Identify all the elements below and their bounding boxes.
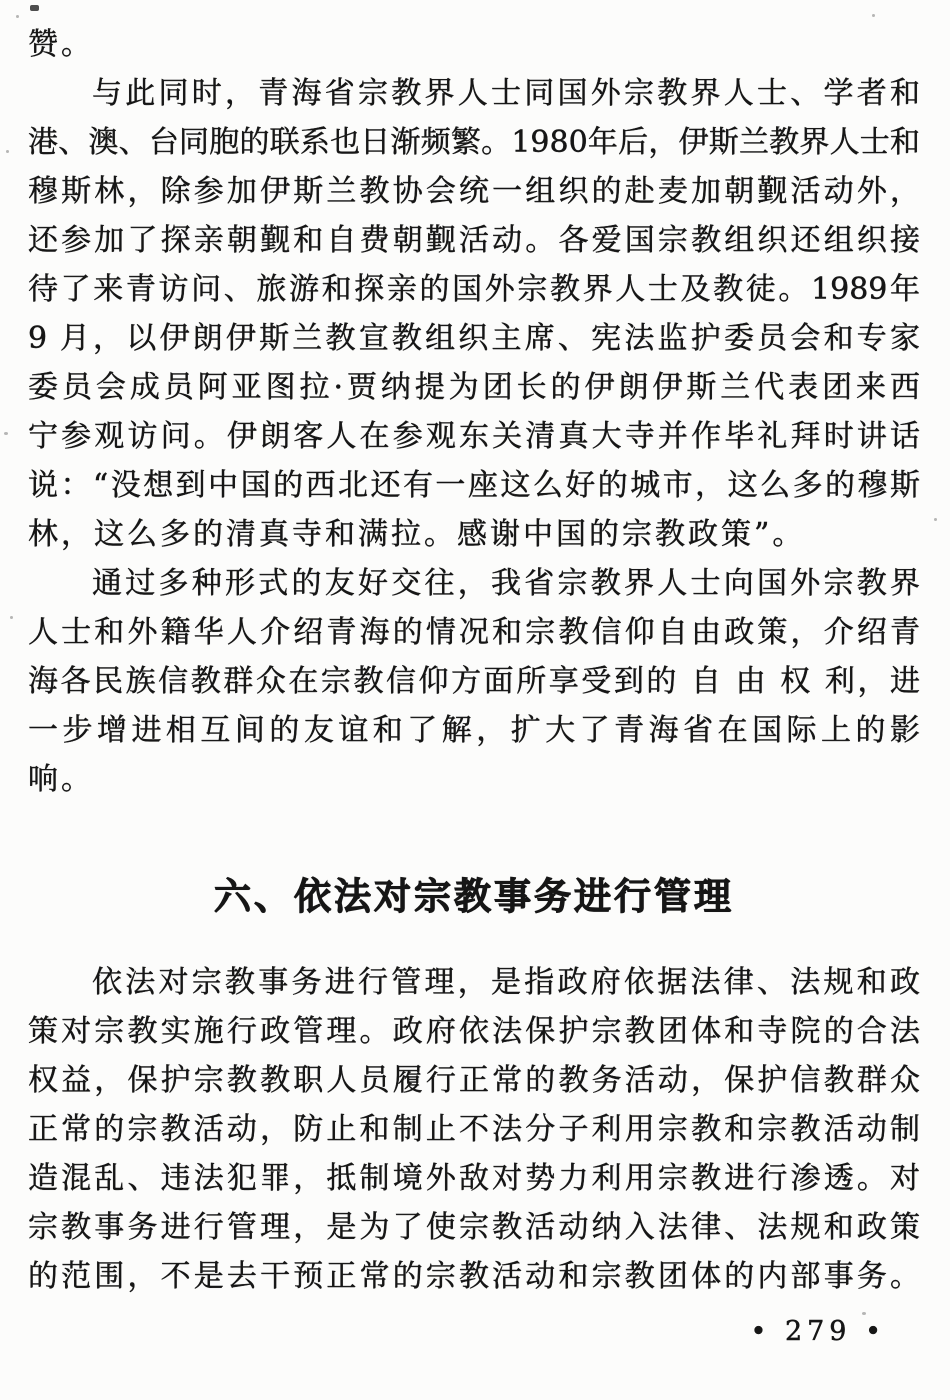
scan-speck [872, 14, 875, 17]
text-line: 响。 [28, 762, 94, 797]
text-line: 一步增进相互间的友谊和了解，扩大了青海省在国际上的影 [28, 713, 920, 748]
text-line: 林，这么多的清真寺和满拉。感谢中国的宗教政策”。 [28, 517, 806, 552]
text-line: 穆斯林，除参加伊斯兰教协会统一组织的赴麦加朝觐活动外， [28, 174, 920, 209]
page-number: • 279 • [750, 1316, 886, 1347]
text-line: 造混乱、违法犯罪，抵制境外敌对势力利用宗教进行渗透。对 [28, 1161, 920, 1196]
scan-speck [934, 518, 937, 521]
scan-speck [16, 15, 19, 18]
text-line: 海各民族信教群众在宗教信仰方面所享受到的 自 由 权 利，进 [28, 664, 920, 699]
text-line: 与此同时，青海省宗教界人士同国外宗教界人士、学者和 [92, 76, 920, 111]
text-line: 通过多种形式的友好交往，我省宗教界人士向国外宗教界 [92, 566, 920, 601]
text-line: 赞。 [28, 27, 94, 62]
text-line: 说：“没想到中国的西北还有一座这么好的城市，这么多的穆斯 [28, 468, 920, 503]
text-line: 宗教事务进行管理，是为了使宗教活动纳入法律、法规和政策 [28, 1210, 920, 1245]
text-line: 的范围，不是去干预正常的宗教活动和宗教团体的内部事务。 [28, 1259, 920, 1294]
scan-speck [6, 150, 9, 153]
text-line: 9 月，以伊朗伊斯兰教宣教组织主席、宪法监护委员会和专家 [28, 321, 920, 356]
text-column [28, 20, 920, 1301]
text-line: 宁参观访问。伊朗客人在参观东关清真大寺并作毕礼拜时讲话 [28, 419, 920, 454]
text-line: 正常的宗教活动，防止和制止不法分子利用宗教和宗教活动制 [28, 1112, 920, 1147]
text-line: 港、澳、台同胞的联系也日渐频繁。1980年后，伊斯兰教界人士和 [28, 125, 920, 160]
scan-speck [862, 1312, 866, 1315]
text-line: 人士和外籍华人介绍青海的情况和宗教信仰自由政策，介绍青 [28, 615, 920, 650]
scan-speck [10, 616, 13, 619]
scan-speck [30, 5, 39, 11]
text-line: 还参加了探亲朝觐和自费朝觐活动。各爱国宗教组织还组织接 [28, 223, 920, 258]
scan-speck [4, 432, 8, 435]
text-line: 待了来青访问、旅游和探亲的国外宗教界人士及教徒。1989年 [28, 272, 920, 307]
text-line: 委员会成员阿亚图拉·贾纳提为团长的伊朗伊斯兰代表团来西 [28, 370, 920, 405]
text-line: 权益，保护宗教教职人员履行正常的教务活动，保护信教群众 [28, 1063, 920, 1098]
text-line: 策对宗教实施行政管理。政府依法保护宗教团体和寺院的合法 [28, 1014, 920, 1049]
text-line: 依法对宗教事务进行管理，是指政府依据法律、法规和政 [92, 965, 920, 1000]
section-heading: 六、依法对宗教事务进行管理 [214, 874, 734, 918]
